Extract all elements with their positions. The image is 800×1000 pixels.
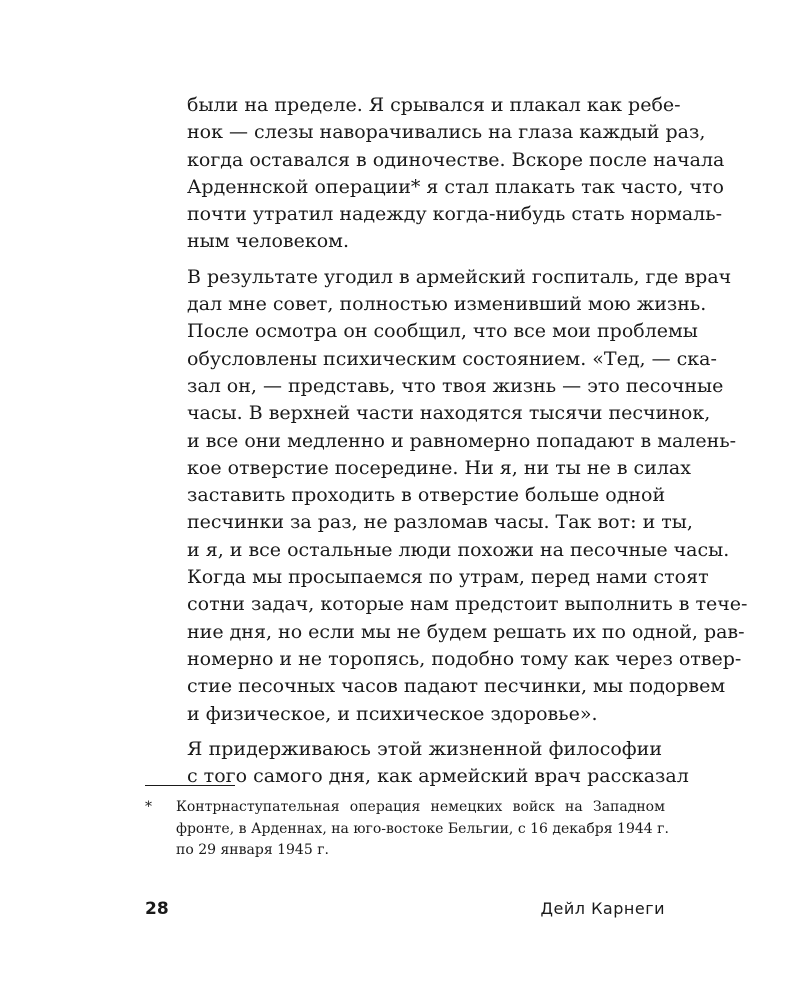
text-line: номерно и не торопясь, подобно тому как через отвер- [187, 647, 742, 670]
text-line: заставить проходить в отверстие больше одной [187, 484, 666, 507]
text-line: стие песочных часов падают песчинки, мы подорвем [187, 675, 726, 698]
paragraph-2 [187, 264, 748, 728]
text-line: ным человеком. [187, 230, 349, 253]
page-footer [145, 899, 665, 925]
text-line: кое отверстие посередине. Ни я, ни ты не в силах [187, 456, 691, 479]
footnote-marker: * [145, 799, 152, 815]
footnote-line: фронте, в Арденнах, на юго-востоке Бельгии, с 16 декабря 1944 г. [176, 820, 669, 837]
text-line: обусловлены психическим состоянием. «Тед, — ска- [187, 347, 717, 370]
text-line: и все они медленно и равномерно попадают в малень- [187, 429, 737, 452]
footnote-text [176, 797, 669, 862]
page-number: 28 [145, 899, 169, 919]
footnote [145, 797, 669, 862]
text-line: зал он, — представь, что твоя жизнь — это песочные [187, 374, 724, 397]
footnote-line: Контрнаступательная операция немецких войск на Западном [176, 799, 665, 815]
text-line: дал мне совет, полностью изменивший мою жизнь. [187, 293, 707, 316]
text-line: ние дня, но если мы не будем решать их по одной, рав- [187, 620, 745, 643]
text-line: песчинки за раз, не разломав часы. Так вот: и ты, [187, 511, 693, 534]
body-text [187, 92, 748, 798]
text-line: были на пределе. Я срывался и плакал как ребе- [187, 94, 681, 116]
text-line: часы. В верхней части находятся тысячи песчинок, [187, 402, 711, 425]
running-head-author: Дейл Карнеги [540, 899, 665, 918]
text-line: После осмотра он сообщил, что все мои проблемы [187, 320, 698, 343]
text-line: Когда мы просыпаемся по утрам, перед нами стоят [187, 566, 709, 589]
text-line: и я, и все остальные люди похожи на песочные часы. [187, 538, 730, 561]
paragraph-1 [187, 92, 725, 256]
footnote-line: по 29 января 1945 г. [176, 842, 329, 858]
text-line: когда оставался в одиночестве. Вскоре после начала [187, 148, 725, 171]
text-line: сотни задач, которые нам предстоит выполнить в тече- [187, 593, 748, 616]
text-line: и физическое, и психическое здоровье». [187, 702, 598, 725]
text-line: с того самого дня, как армейский врач рассказал [187, 765, 689, 788]
text-line: нок — слезы наворачивались на глаза каждый раз, [187, 121, 706, 144]
text-line: почти утратил надежду когда-нибудь стать нормаль- [187, 203, 722, 226]
text-line: Я придерживаюсь этой жизненной философии [187, 737, 662, 760]
paragraph-3 [187, 736, 689, 791]
footnote-divider [145, 785, 235, 786]
text-line: В результате угодил в армейский госпиталь, где врач [187, 265, 732, 288]
text-line: Арденнской операции* я стал плакать так часто, что [187, 175, 725, 198]
